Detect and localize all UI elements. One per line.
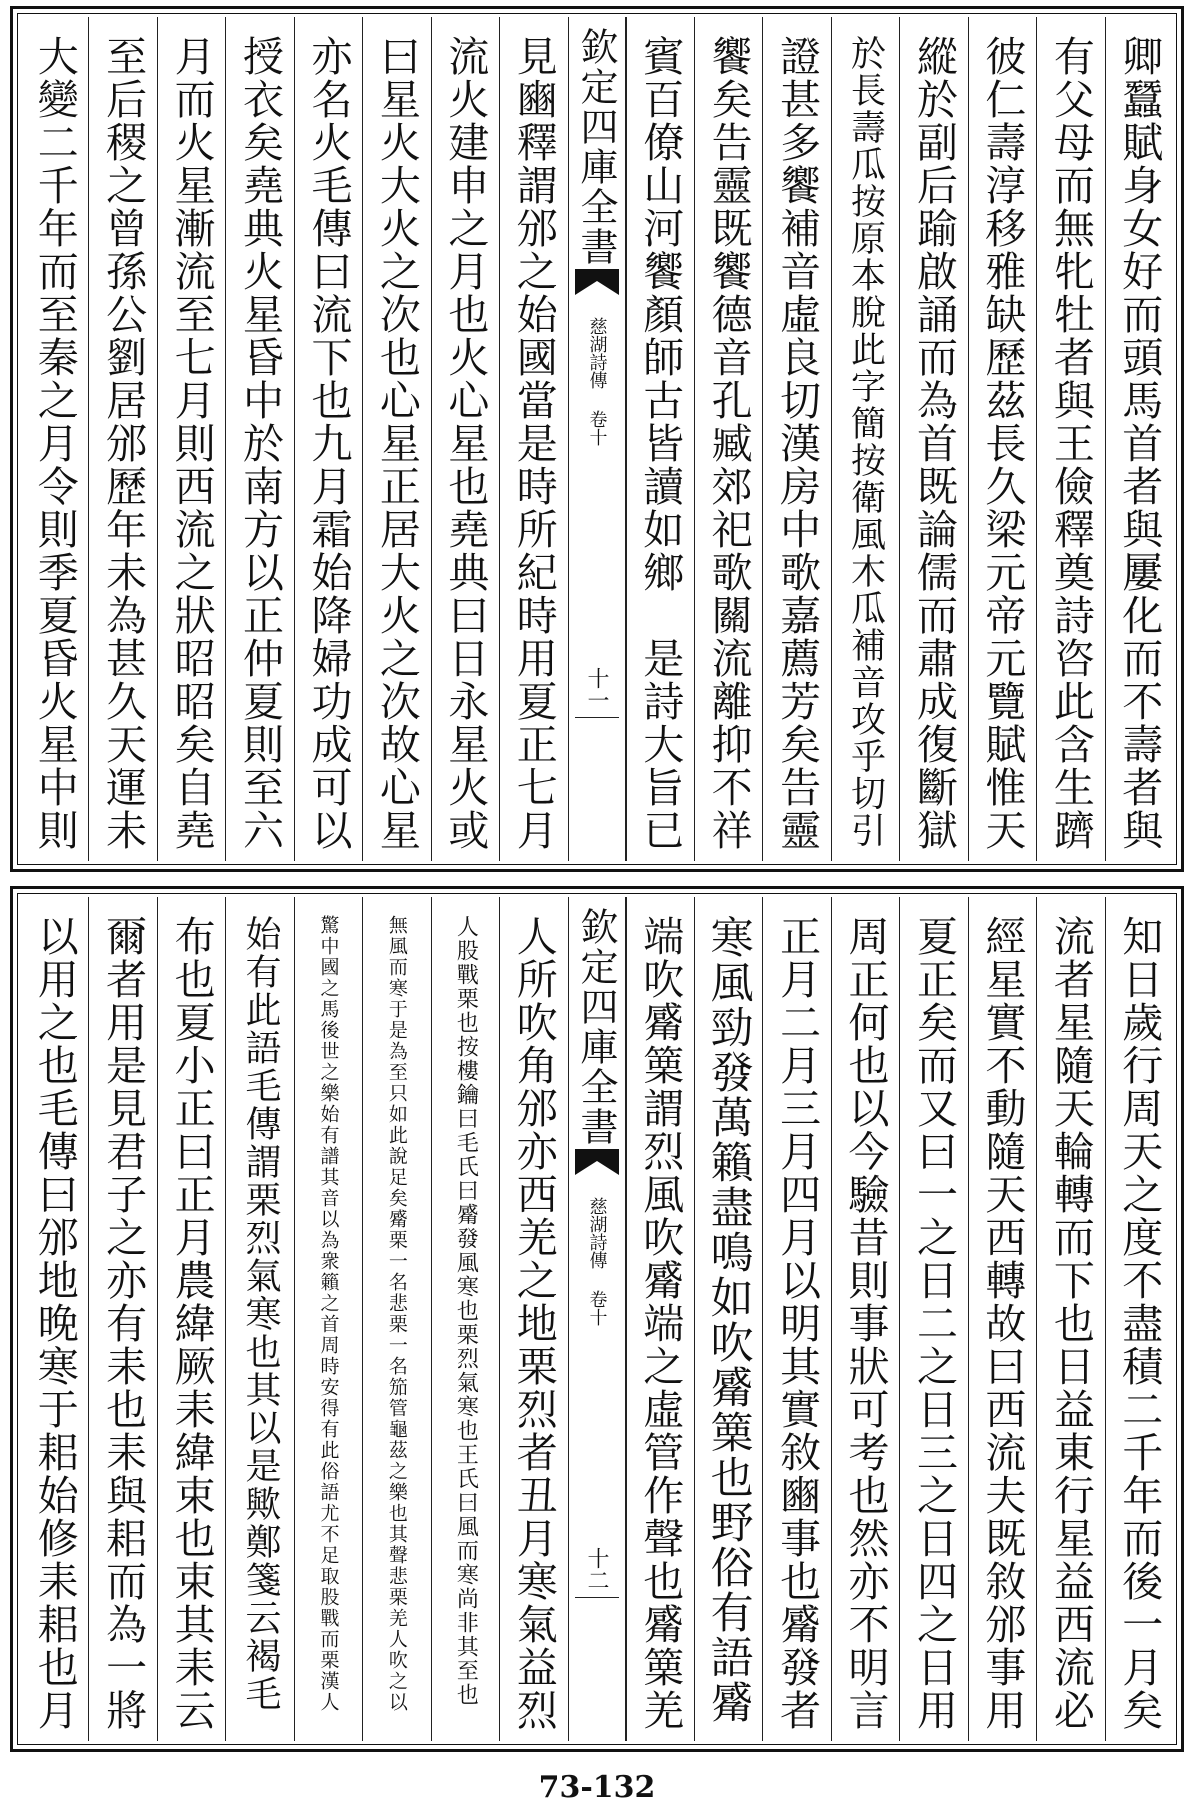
text-column <box>21 897 88 1741</box>
column-text: 以用之也毛傳曰邠地晚寒于耜始修耒耜也月 <box>30 915 79 1732</box>
column-text: 周正何也以今驗昔則事狀可考也然亦不明言 <box>841 915 890 1732</box>
text-column <box>831 17 899 861</box>
column-text: 流者星隨天輪轉而下也日益東行星益西流必 <box>1046 915 1095 1732</box>
text-column <box>431 897 499 1741</box>
text-column <box>694 897 762 1741</box>
text-column <box>1036 897 1104 1741</box>
text-column <box>294 17 362 861</box>
text-column <box>88 17 156 861</box>
text-column <box>431 17 499 861</box>
bottom-page-columns <box>21 897 1173 1741</box>
text-column <box>831 897 899 1741</box>
column-text: 大變二千年而至秦之月令則季夏昏火星中則 <box>30 35 79 852</box>
text-column <box>499 17 567 861</box>
text-column <box>899 897 967 1741</box>
top-page <box>10 6 1184 872</box>
column-text: 見豳釋謂邠之始國當是時所紀時用夏正七月 <box>509 35 558 852</box>
text-column <box>225 897 293 1741</box>
text-column <box>499 897 567 1741</box>
text-column <box>762 897 830 1741</box>
top-page-columns <box>21 17 1173 861</box>
column-text: 於長壽瓜按原本脫此字簡按衛風木瓜補音攻乎切引 <box>845 35 886 849</box>
column-text: 授衣矣堯典火星昏中於南方以正仲夏則至六 <box>236 35 285 852</box>
column-text: 賓百僚山河饗顏師古皆讀如鄉 是詩大旨已 <box>636 35 685 852</box>
bottom-page <box>10 886 1184 1752</box>
text-column <box>968 17 1036 861</box>
center-fold <box>568 17 626 861</box>
fish-tail-mark-icon <box>575 269 619 295</box>
column-text: 證甚多饗補音虛良切漢房中歌嘉薦芳矣告靈 <box>773 35 822 852</box>
volume-label: 卷十 <box>586 410 608 446</box>
text-column <box>626 897 694 1741</box>
column-text: 無風而寒于是為至只如此說足矣觱栗一名悲栗一名笳管龜茲之樂也其聲悲栗羌人吹之以 <box>385 915 408 1713</box>
text-column <box>157 17 225 861</box>
book-title: 欽定四庫全書 <box>574 907 618 1147</box>
center-divider <box>575 717 619 718</box>
column-text: 流火建申之月也火心星也堯典曰日永星火或 <box>441 35 490 852</box>
page-number: 十一 <box>584 667 609 711</box>
column-text: 端吹觱篥謂烈風吹觱端之虛管作聲也觱篥羌 <box>636 915 685 1732</box>
column-text: 彼仁壽淳移雅缺歷茲長久梁元帝元覽賦惟天 <box>978 35 1027 852</box>
column-text: 饗矣告靈既饗德音孔臧郊祀歌關流離抑不祥 <box>704 35 753 852</box>
column-text: 經星實不動隨天西轉故曰西流夫既敘邠事用 <box>978 915 1027 1732</box>
text-column <box>157 897 225 1741</box>
column-text: 曰星火大火之次也心星正居大火之次故心星 <box>372 35 421 852</box>
column-text: 有父母而無牝牡者與王儉釋奠詩咨此含生躋 <box>1046 35 1095 852</box>
column-text: 亦名火毛傳曰流下也九月霜始降婦功成可以 <box>304 35 353 852</box>
column-text: 爾者用是見君子之亦有耒也耒與耜而為一將 <box>99 915 148 1732</box>
text-column <box>1105 897 1173 1741</box>
work-title: 慈湖詩傳 <box>586 1197 608 1269</box>
text-column <box>88 897 156 1741</box>
text-column <box>899 17 967 861</box>
text-column <box>1036 17 1104 861</box>
column-text: 至后稷之曾孫公劉居邠歷年未為甚久天運未 <box>99 35 148 852</box>
column-text: 始有此語毛傳謂栗烈氣寒也其以是歟鄭箋云褐毛 <box>240 915 282 1713</box>
text-column <box>294 897 362 1741</box>
center-divider <box>575 1597 619 1598</box>
text-column <box>694 17 762 861</box>
text-column <box>626 17 694 861</box>
page-footer-number: 73-132 <box>538 1770 656 1805</box>
work-title: 慈湖詩傳 <box>586 317 608 389</box>
column-text: 縱於副后踰啟誦而為首既論儒而肅成復斷獄 <box>909 35 958 852</box>
column-text: 月而火星漸流至七月則西流之狀昭昭矣自堯 <box>167 35 216 852</box>
book-title: 欽定四庫全書 <box>574 27 618 267</box>
column-text: 寒風勁發萬籟盡鳴如吹觱篥也野俗有語觱 <box>703 915 754 1725</box>
work-and-volume <box>587 317 607 446</box>
column-text: 人股戰栗也按樓鑰曰毛氏曰觱發風寒也栗烈氣寒也王氏曰風而寒尚非其至也 <box>453 915 479 1707</box>
column-text: 驚中國之馬後世之樂始有譜其音以為衆籟之首周時安得有此俗語尤不足取股戰而栗漢人 <box>317 915 340 1713</box>
column-text: 正月二月三月四月以明其實敘豳事也觱發者 <box>773 915 822 1732</box>
text-column <box>1105 17 1173 861</box>
text-column <box>21 17 88 861</box>
column-text: 夏正矣而又曰一之日二之日三之日四之日用 <box>909 915 958 1732</box>
center-fold <box>568 897 626 1741</box>
volume-label: 卷十 <box>586 1290 608 1326</box>
text-column <box>362 17 430 861</box>
page-number: 十二 <box>584 1547 609 1591</box>
column-text: 布也夏小正曰正月農緯厥耒緯束也束其耒云 <box>167 915 216 1732</box>
column-text: 人所吹角邠亦西羌之地栗烈者丑月寒氣益烈 <box>509 915 558 1732</box>
column-text: 知日歲行周天之度不盡積二千年而後一月矣 <box>1115 915 1164 1732</box>
text-column <box>762 17 830 861</box>
text-column <box>362 897 430 1741</box>
column-text: 卿蠶賦身女好而頭馬首者與屢化而不壽者與 <box>1115 35 1164 852</box>
text-column <box>968 897 1036 1741</box>
work-and-volume <box>587 1197 607 1326</box>
text-column <box>225 17 293 861</box>
fish-tail-mark-icon <box>575 1149 619 1175</box>
